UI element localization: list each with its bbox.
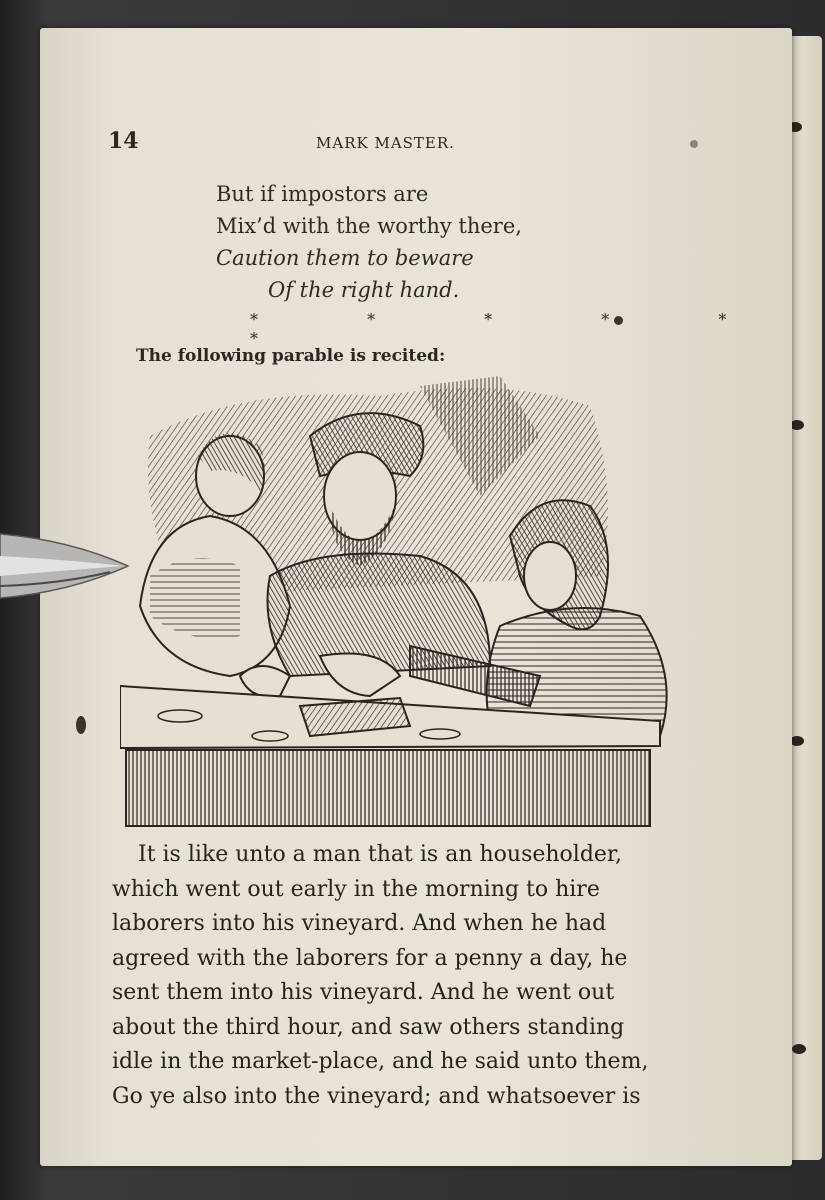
- text-line: about the third hour, and saw others standing: [112, 1014, 625, 1040]
- text-line: Go ye also into the vineyard; and whatsoever is: [112, 1083, 641, 1109]
- paper-spot: [690, 140, 698, 148]
- woodcut-illustration: [120, 376, 680, 828]
- intro-line: The following parable is recited:: [136, 346, 446, 366]
- verse-block: [216, 178, 522, 306]
- running-head: MARK MASTER.: [316, 134, 455, 152]
- text-line: idle in the market-place, and he said unto them,: [112, 1049, 649, 1074]
- binding-stitch: [792, 1044, 806, 1054]
- pen-nib-pointer: [0, 526, 130, 602]
- verse-line: Of the right hand.: [268, 278, 460, 302]
- verse-line: Caution them to beware: [216, 246, 474, 270]
- text-line: It is like unto a man that is an householder,: [138, 842, 623, 867]
- verse-line: But if impostors are: [216, 182, 429, 206]
- text-line: laborers into his vineyard. And when he had: [112, 911, 607, 936]
- parable-text: [112, 838, 712, 1114]
- paper-spot: [76, 716, 86, 734]
- asterism-separator: * * * * * *: [250, 310, 779, 348]
- book-page-edge: [790, 36, 822, 1160]
- text-line: which went out early in the morning to hire: [112, 876, 600, 902]
- binding-stitch: [790, 736, 804, 746]
- text-line: sent them into his vineyard. And he went out: [112, 980, 615, 1005]
- text-line: agreed with the laborers for a penny a day, he: [112, 945, 628, 971]
- page-number: 14: [108, 128, 139, 154]
- verse-line: Mix’d with the worthy there,: [216, 214, 522, 238]
- binding-stitch: [790, 420, 804, 430]
